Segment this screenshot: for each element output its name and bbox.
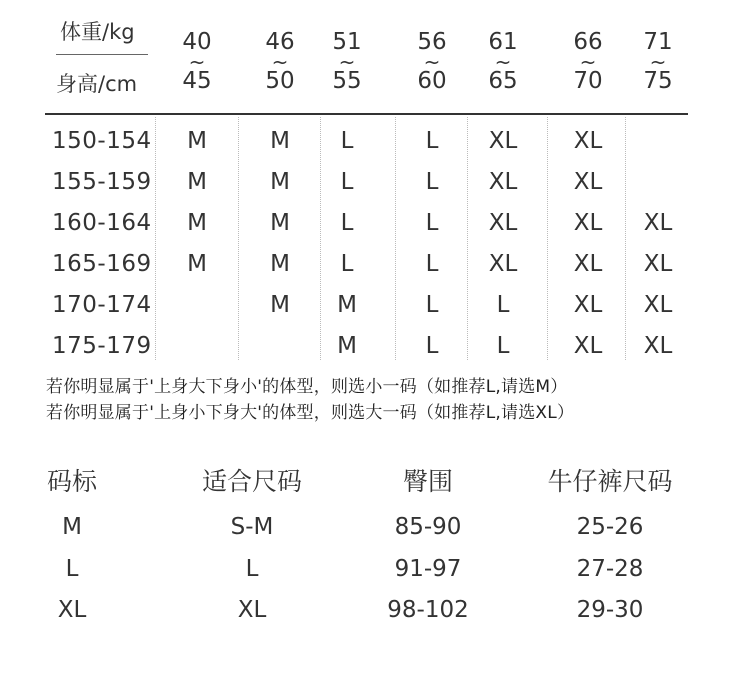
size-cell: L bbox=[340, 210, 354, 236]
column-separator bbox=[625, 117, 626, 360]
column-separator bbox=[238, 117, 239, 360]
size-cell: XL bbox=[573, 292, 603, 318]
size-cell: M bbox=[187, 251, 207, 277]
note-line-1: 若你明显属于'上身大下身小'的体型，则选小一码（如推荐L,请选M） bbox=[46, 377, 568, 397]
column-separator bbox=[547, 117, 548, 360]
height-range-label: 165-169 bbox=[52, 251, 152, 277]
size-table-cell: 27-28 bbox=[576, 556, 644, 582]
size-table-cell: 85-90 bbox=[394, 514, 462, 540]
size-cell: M bbox=[187, 128, 207, 154]
size-cell: M bbox=[270, 128, 290, 154]
weight-range-min: 71 bbox=[643, 29, 673, 55]
height-range-label: 170-174 bbox=[52, 292, 152, 318]
size-table-cell: XL bbox=[237, 597, 267, 623]
height-range-label: 150-154 bbox=[52, 128, 152, 154]
size-cell: XL bbox=[488, 128, 518, 154]
weight-range-max: 75 bbox=[643, 68, 673, 94]
size-cell: XL bbox=[643, 333, 673, 359]
size-table-cell: M bbox=[62, 514, 82, 540]
column-separator bbox=[155, 117, 156, 360]
size-cell: M bbox=[270, 251, 290, 277]
size-cell: M bbox=[270, 210, 290, 236]
size-table-header: 码标 bbox=[46, 467, 97, 496]
size-cell: XL bbox=[488, 251, 518, 277]
weight-range-min: 40 bbox=[182, 29, 212, 55]
size-cell: XL bbox=[643, 210, 673, 236]
weight-range-max: 65 bbox=[488, 68, 518, 94]
size-cell: L bbox=[425, 333, 439, 359]
header-divider-line bbox=[56, 54, 148, 55]
column-separator bbox=[395, 117, 396, 360]
size-cell: L bbox=[340, 128, 354, 154]
size-cell: XL bbox=[573, 210, 603, 236]
size-table-cell: 98-102 bbox=[387, 597, 469, 623]
height-range-label: 155-159 bbox=[52, 169, 152, 195]
size-cell: M bbox=[270, 169, 290, 195]
weight-range-max: 45 bbox=[182, 68, 212, 94]
size-cell: M bbox=[337, 292, 357, 318]
weight-range-tilde: ~ bbox=[338, 50, 356, 74]
size-cell: XL bbox=[643, 292, 673, 318]
height-axis-label: 身高/cm bbox=[56, 72, 138, 96]
weight-range-max: 70 bbox=[573, 68, 603, 94]
weight-range-tilde: ~ bbox=[423, 50, 441, 74]
size-cell: L bbox=[496, 292, 510, 318]
weight-range-max: 50 bbox=[265, 68, 295, 94]
size-cell: XL bbox=[643, 251, 673, 277]
weight-range-tilde: ~ bbox=[271, 50, 289, 74]
weight-range-max: 60 bbox=[417, 68, 447, 94]
weight-range-min: 66 bbox=[573, 29, 603, 55]
header-rule bbox=[45, 113, 688, 115]
size-table-cell: 29-30 bbox=[576, 597, 644, 623]
weight-range-tilde: ~ bbox=[494, 50, 512, 74]
weight-range-header bbox=[322, 31, 372, 93]
size-table-cell: XL bbox=[57, 597, 87, 623]
size-cell: L bbox=[425, 251, 439, 277]
size-cell: XL bbox=[488, 210, 518, 236]
size-table-cell: L bbox=[65, 556, 79, 582]
size-cell: XL bbox=[573, 333, 603, 359]
size-cell: XL bbox=[573, 128, 603, 154]
size-cell: M bbox=[187, 169, 207, 195]
weight-range-tilde: ~ bbox=[649, 50, 667, 74]
height-range-label: 175-179 bbox=[52, 333, 152, 359]
size-cell: L bbox=[496, 333, 510, 359]
size-table-cell: S-M bbox=[230, 514, 274, 540]
size-cell: L bbox=[425, 292, 439, 318]
weight-axis-label: 体重/kg bbox=[60, 20, 135, 44]
size-table-header: 适合尺码 bbox=[201, 467, 302, 496]
size-table-cell: 91-97 bbox=[394, 556, 462, 582]
size-cell: XL bbox=[573, 169, 603, 195]
weight-range-header bbox=[255, 31, 305, 93]
height-range-label: 160-164 bbox=[52, 210, 152, 236]
weight-range-tilde: ~ bbox=[188, 50, 206, 74]
size-table-cell: L bbox=[245, 556, 259, 582]
weight-range-min: 46 bbox=[265, 29, 295, 55]
size-cell: L bbox=[425, 210, 439, 236]
size-cell: L bbox=[425, 128, 439, 154]
size-cell: M bbox=[337, 333, 357, 359]
size-cell: M bbox=[187, 210, 207, 236]
size-cell: M bbox=[270, 292, 290, 318]
weight-range-header bbox=[478, 31, 528, 93]
size-cell: L bbox=[425, 169, 439, 195]
size-cell: L bbox=[340, 251, 354, 277]
weight-range-min: 51 bbox=[332, 29, 362, 55]
weight-range-header bbox=[172, 31, 222, 93]
size-cell: L bbox=[340, 169, 354, 195]
size-cell: XL bbox=[488, 169, 518, 195]
size-table-header: 臀围 bbox=[402, 467, 453, 496]
size-table-header: 牛仔裤尺码 bbox=[547, 467, 673, 496]
weight-range-min: 56 bbox=[417, 29, 447, 55]
weight-range-header bbox=[563, 31, 613, 93]
size-table-cell: 25-26 bbox=[576, 514, 644, 540]
column-separator bbox=[467, 117, 468, 360]
note-line-2: 若你明显属于'上身小下身大'的体型，则选大一码（如推荐L,请选XL） bbox=[46, 403, 575, 423]
weight-range-header bbox=[407, 31, 457, 93]
weight-range-max: 55 bbox=[332, 68, 362, 94]
weight-range-tilde: ~ bbox=[579, 50, 597, 74]
size-cell: XL bbox=[573, 251, 603, 277]
weight-range-min: 61 bbox=[488, 29, 518, 55]
weight-range-header bbox=[633, 31, 683, 93]
